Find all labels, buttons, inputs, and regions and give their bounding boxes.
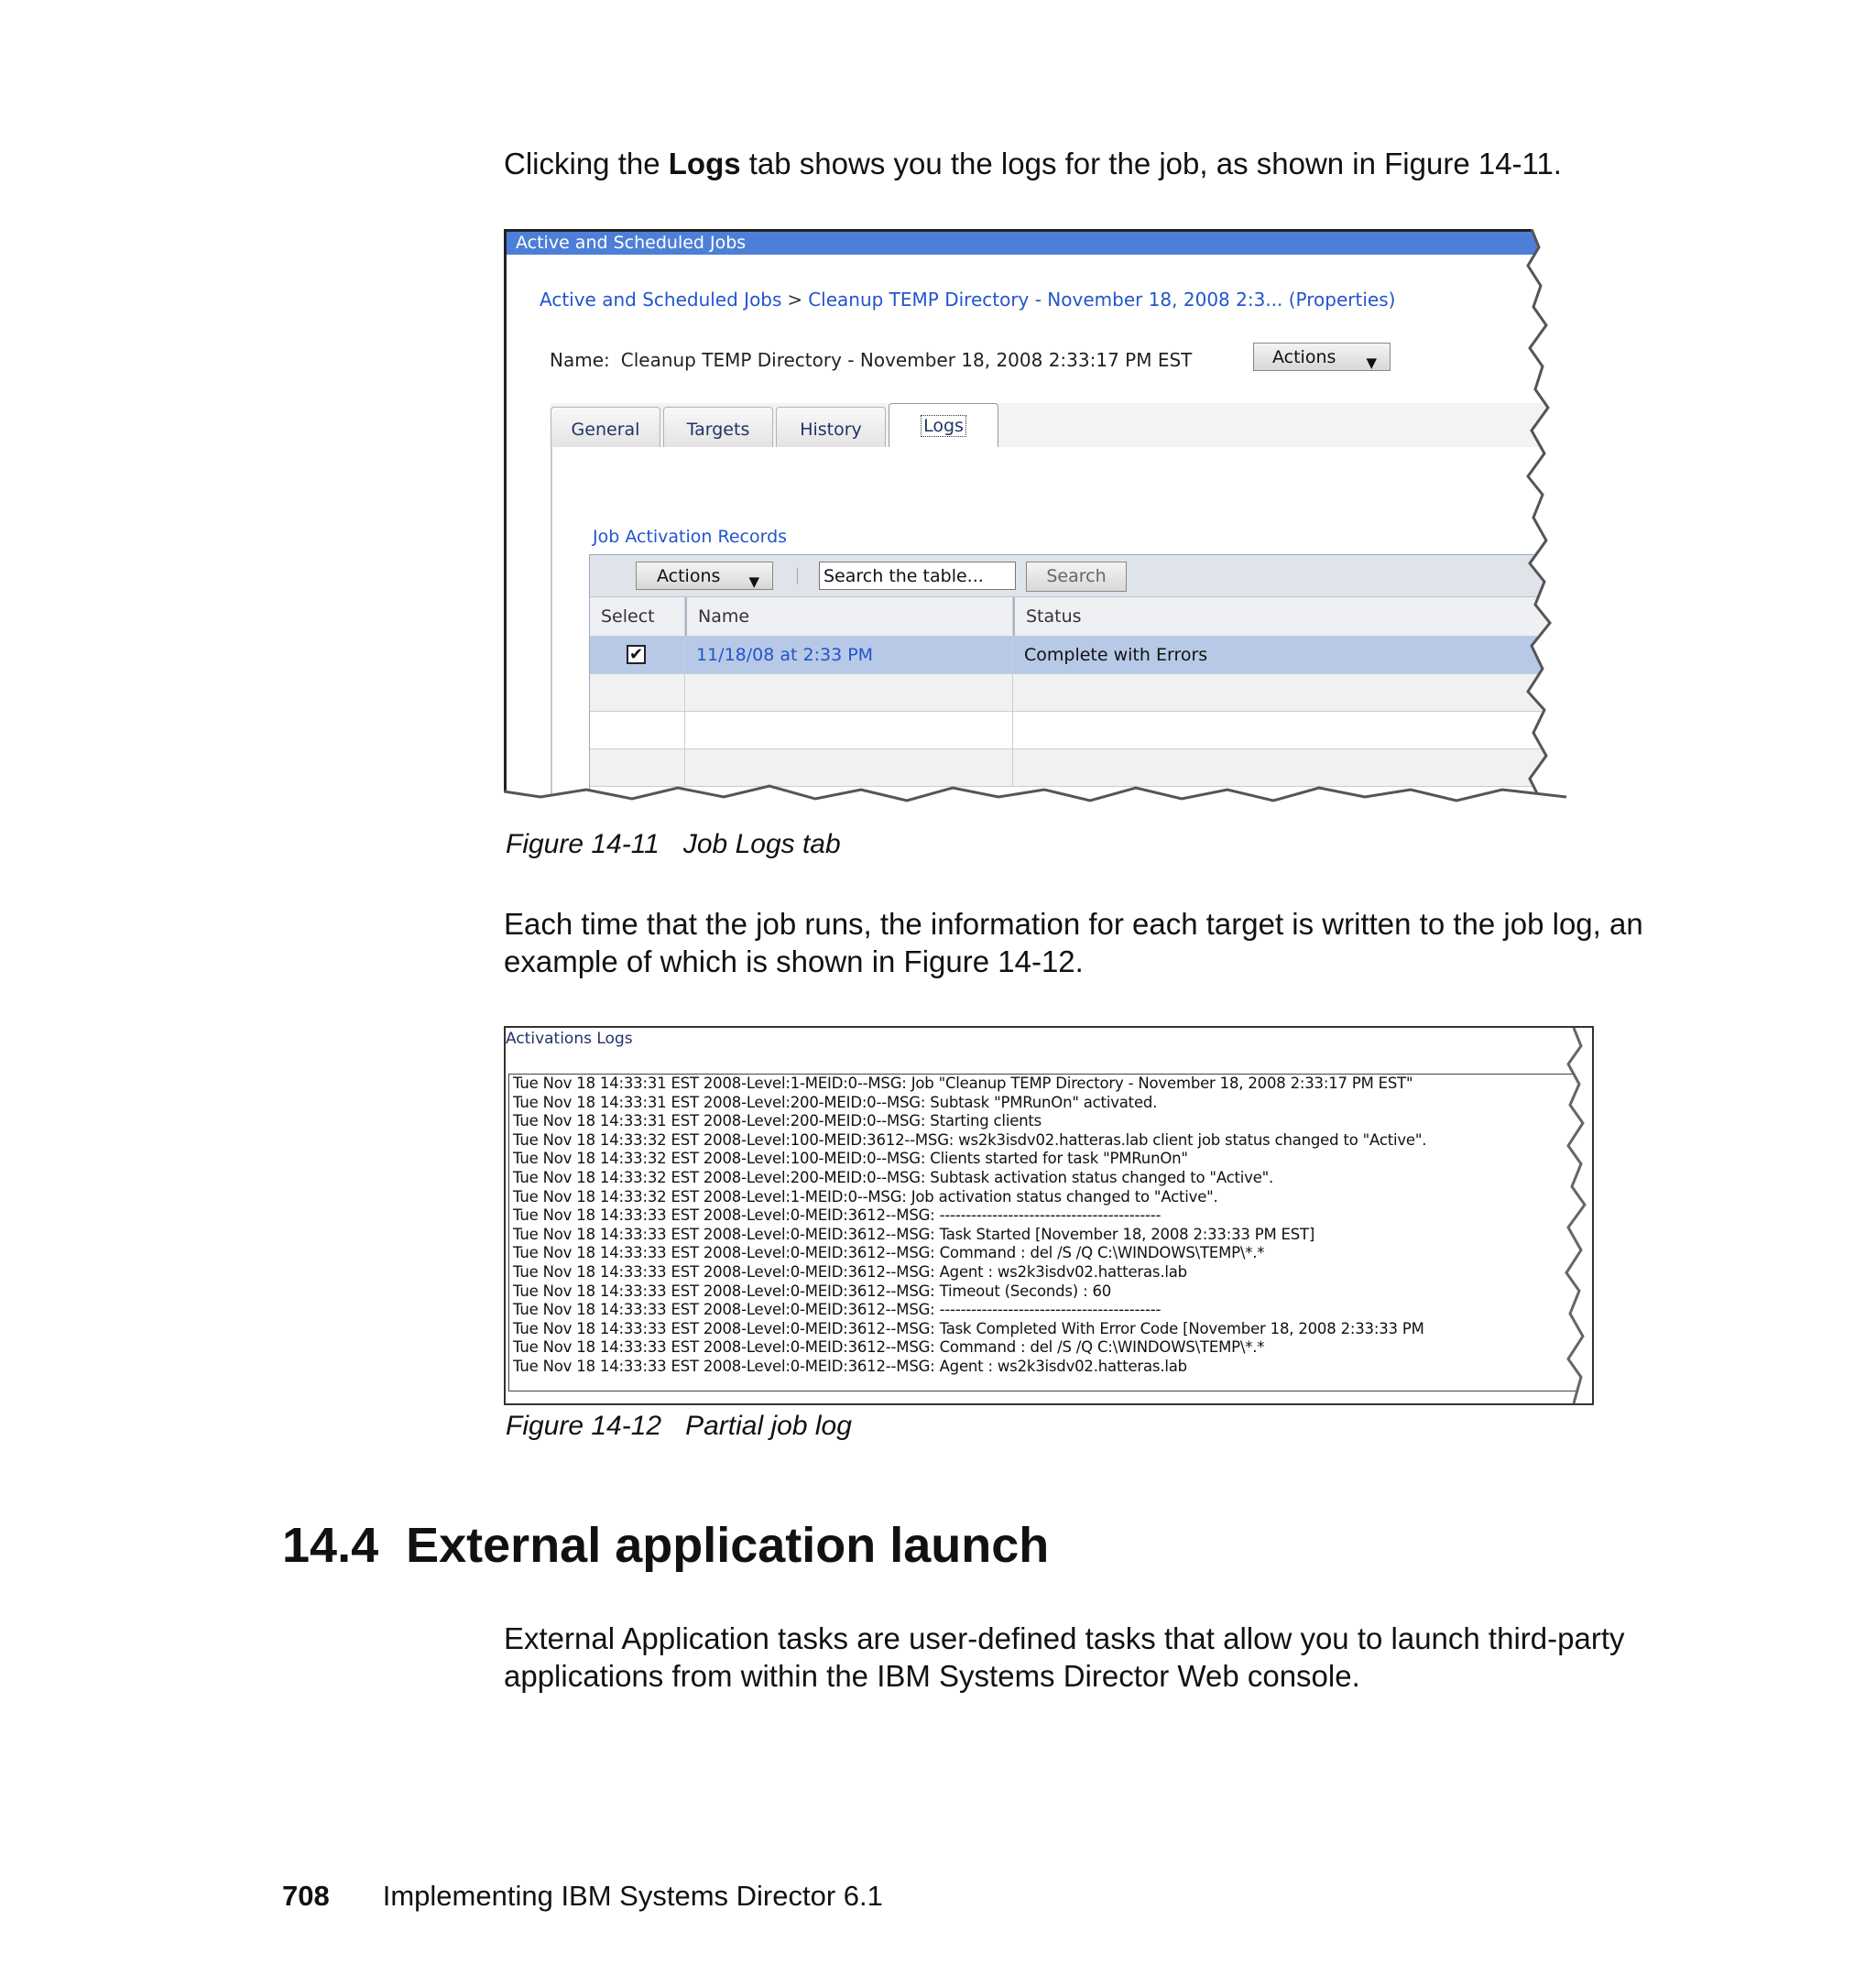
tab-general-label: General — [571, 420, 640, 440]
log-line: Tue Nov 18 14:33:33 EST 2008-Level:0-MEID:3612--MSG: ------------------------------------------ — [513, 1301, 1162, 1319]
search-button[interactable]: Search — [1026, 562, 1127, 592]
log-line: Tue Nov 18 14:33:31 EST 2008-Level:1-MEID:0--MSG: Job "Cleanup TEMP Directory - November 18, 2008 2:33:17 PM EST" — [513, 1075, 1413, 1092]
log-textarea[interactable] — [508, 1074, 1594, 1391]
job-name-value: Cleanup TEMP Directory - November 18, 2008 2:33:17 PM EST — [620, 349, 1193, 371]
log-line: Tue Nov 18 14:33:31 EST 2008-Level:200-MEID:0--MSG: Starting clients — [513, 1112, 1042, 1130]
jobs-window — [504, 229, 1554, 800]
intro-text-before: Clicking the — [504, 147, 669, 180]
tab-bar — [551, 403, 1558, 449]
activations-logs-header: Activations Logs — [506, 1030, 633, 1048]
page-number: 708 — [282, 1880, 330, 1912]
intro-bold-logs: Logs — [668, 147, 741, 180]
empty-cell — [685, 712, 1013, 748]
empty-cell — [1013, 674, 1563, 711]
row-status: Complete with Errors — [1024, 645, 1208, 665]
tab-logs[interactable] — [889, 403, 998, 449]
section-number: 14.4 — [282, 1518, 379, 1573]
table-header-row — [590, 597, 1561, 637]
column-header-status[interactable]: Status — [1013, 597, 1563, 636]
job-activation-table — [589, 554, 1562, 815]
log-line: Tue Nov 18 14:33:33 EST 2008-Level:0-MEID:3612--MSG: Task Completed With Error Code [November 18, 2008 2:33:33 PM — [513, 1319, 1424, 1337]
caption-text: Partial job log — [685, 1411, 852, 1441]
table-row[interactable] — [590, 637, 1561, 674]
caption-number: Figure 14-11 — [506, 829, 660, 859]
caption-number: Figure 14-12 — [506, 1411, 662, 1441]
chevron-down-icon: ▼ — [748, 573, 759, 590]
breadcrumb — [540, 289, 1395, 311]
log-line: Tue Nov 18 14:33:32 EST 2008-Level:1-MEID:0--MSG: Job activation status changed to "Active". — [513, 1187, 1218, 1206]
log-line: Tue Nov 18 14:33:33 EST 2008-Level:0-MEID:3612--MSG: Agent : ws2k3isdv02.hatteras.lab — [513, 1357, 1187, 1375]
search-input[interactable]: Search the table... — [819, 562, 1016, 590]
table-row-empty — [590, 674, 1561, 712]
section-heading — [282, 1517, 1049, 1574]
torn-edge-log — [1555, 1028, 1592, 1403]
breadcrumb-separator: > — [787, 289, 803, 311]
row-name-link[interactable]: 11/18/08 at 2:33 PM — [685, 637, 1013, 673]
torn-edge-bottom — [504, 779, 1566, 815]
book-title: Implementing IBM Systems Director 6.1 — [382, 1880, 883, 1912]
figure-partial-job-log — [504, 1026, 1594, 1405]
window-title: Active and Scheduled Jobs — [507, 232, 1551, 255]
tab-history-label: History — [800, 420, 862, 440]
log-line: Tue Nov 18 14:33:32 EST 2008-Level:100-MEID:0--MSG: Clients started for task "PMRunOn" — [513, 1150, 1188, 1168]
log-line: Tue Nov 18 14:33:31 EST 2008-Level:200-MEID:0--MSG: Subtask "PMRunOn" activated. — [513, 1093, 1158, 1111]
actions-dropdown-label: Actions — [1272, 347, 1336, 367]
empty-cell — [685, 674, 1013, 711]
caption-text: Job Logs tab — [682, 829, 841, 859]
para-external-apps: External Application tasks are user-defined tasks that allow you to launch third-party applications from within the IBM Systems Director Web console. — [504, 1621, 1625, 1693]
breadcrumb-parent-link[interactable]: Active and Scheduled Jobs — [540, 289, 782, 311]
row-select-cell — [590, 637, 685, 673]
empty-cell — [1013, 712, 1563, 748]
job-name-row — [550, 349, 1192, 371]
log-line: Tue Nov 18 14:33:33 EST 2008-Level:0-MEID:3612--MSG: Agent : ws2k3isdv02.hatteras.lab — [513, 1262, 1187, 1281]
column-header-select[interactable]: Select — [590, 597, 685, 636]
job-activation-records-title: Job Activation Records — [593, 527, 788, 547]
row-checkbox[interactable]: ✔ — [627, 645, 646, 664]
figure-14-12-caption — [506, 1411, 852, 1442]
table-actions-dropdown[interactable] — [636, 562, 773, 590]
section-title: External application launch — [406, 1518, 1050, 1573]
intro-text-after: tab shows you the logs for the job, as shown in Figure 14-11. — [740, 147, 1562, 180]
chevron-down-icon: ▼ — [1366, 355, 1377, 371]
tab-targets-label: Targets — [686, 420, 750, 440]
figure-14-11-caption — [506, 829, 841, 860]
torn-edge-right — [1511, 229, 1566, 815]
column-header-name[interactable]: Name — [685, 597, 1013, 636]
log-line: Tue Nov 18 14:33:33 EST 2008-Level:0-MEID:3612--MSG: Task Started [November 18, 2008 2:33:33 PM EST] — [513, 1225, 1315, 1243]
para-job-log: Each time that the job runs, the information for each target is written to the job log, an example of which is shown in Figure 14-12. — [504, 907, 1643, 978]
tab-history[interactable] — [776, 407, 886, 447]
log-line: Tue Nov 18 14:33:32 EST 2008-Level:100-MEID:3612--MSG: ws2k3isdv02.hatteras.lab client job status changed to "Active". — [513, 1130, 1427, 1149]
table-row-empty — [590, 712, 1561, 749]
empty-cell — [590, 712, 685, 748]
breadcrumb-current: Cleanup TEMP Directory - November 18, 2008 2:3... (Properties) — [808, 289, 1396, 311]
page-footer — [282, 1880, 883, 1913]
empty-cell — [590, 674, 685, 711]
log-line: Tue Nov 18 14:33:33 EST 2008-Level:0-MEID:3612--MSG: Command : del /S /Q C:\WINDOWS\TEMP\*.* — [513, 1244, 1265, 1262]
table-toolbar — [590, 555, 1561, 597]
log-line: Tue Nov 18 14:33:33 EST 2008-Level:0-MEID:3612--MSG: Command : del /S /Q C:\WINDOWS\TEMP\*.* — [513, 1338, 1265, 1357]
log-line: Tue Nov 18 14:33:32 EST 2008-Level:200-MEID:0--MSG: Subtask activation status changed to "Active". — [513, 1168, 1274, 1186]
tab-general[interactable] — [551, 407, 660, 447]
tab-logs-label: Logs — [921, 415, 966, 437]
log-line: Tue Nov 18 14:33:33 EST 2008-Level:0-MEID:3612--MSG: Timeout (Seconds) : 60 — [513, 1282, 1112, 1300]
table-actions-label: Actions — [657, 566, 721, 586]
log-line: Tue Nov 18 14:33:33 EST 2008-Level:0-MEID:3612--MSG: ------------------------------------------ — [513, 1206, 1162, 1225]
actions-dropdown[interactable] — [1253, 343, 1391, 371]
intro-paragraph — [504, 145, 1649, 182]
job-name-label: Name: — [550, 349, 610, 371]
figure-job-logs-tab — [504, 229, 1566, 815]
toolbar-divider — [797, 568, 798, 584]
tab-targets[interactable] — [663, 407, 773, 447]
